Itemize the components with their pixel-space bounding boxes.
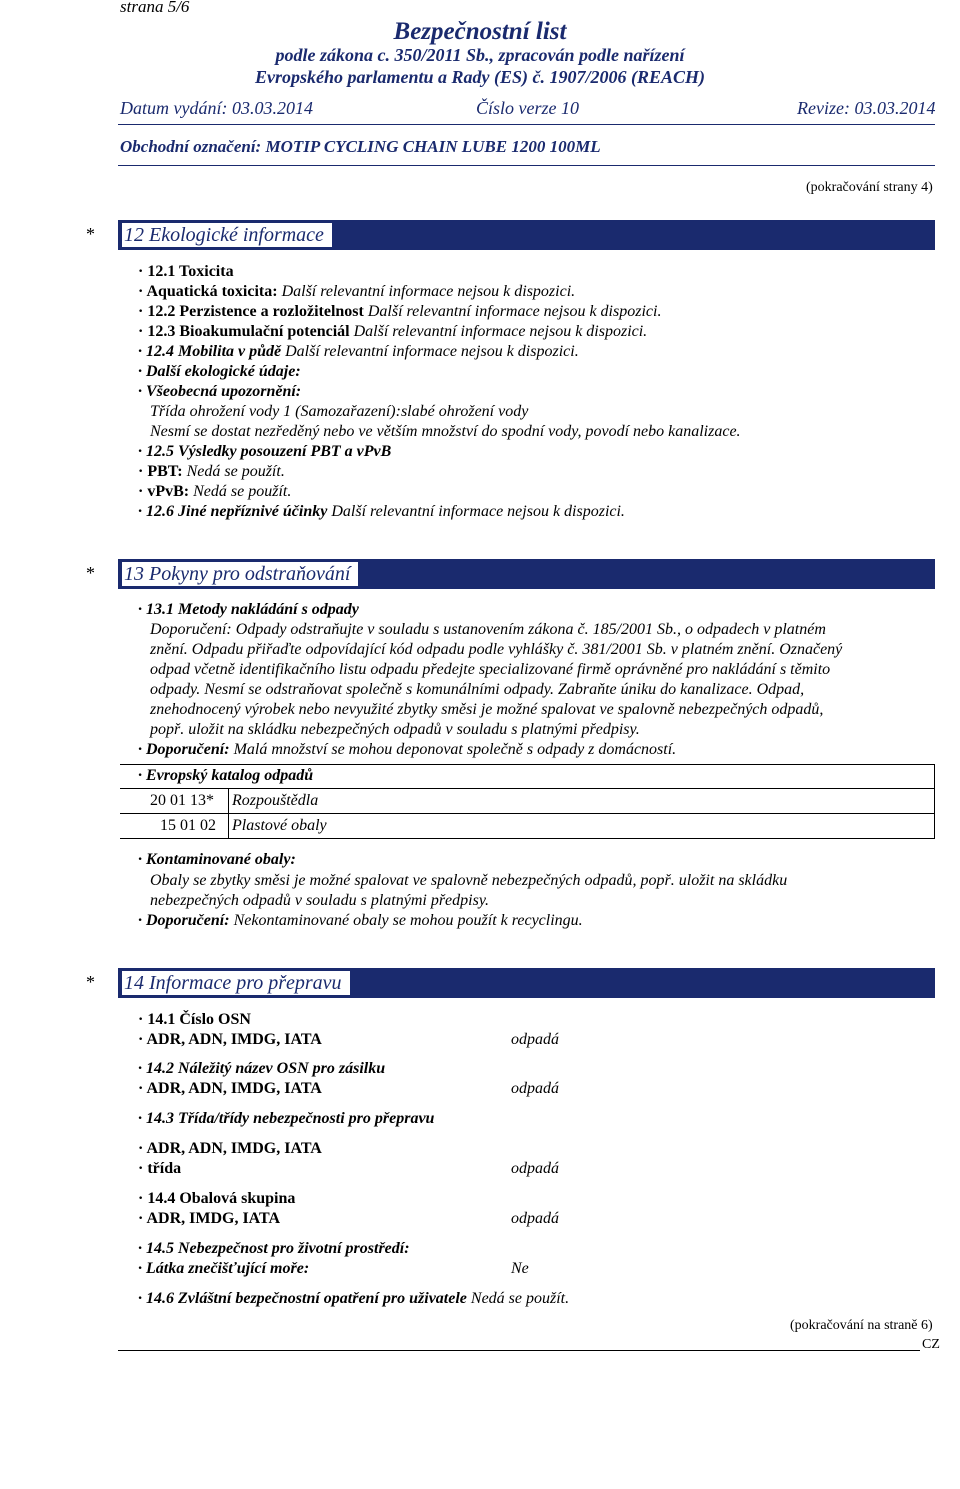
revision-date: Revize: 03.03.2014: [797, 98, 936, 118]
s13-para-3: odpad včetně identifikačního listu odpadu předejte specializované firmě oprávněné pro nakládání s těmito: [150, 661, 831, 678]
section-12-title: 12 Ekologické informace: [122, 223, 332, 247]
s14-row-3-label: · ADR, ADN, IMDG, IATA: [138, 1140, 322, 1157]
s14-row-4-value: odpadá: [511, 1210, 559, 1227]
section-12-change-marker: *: [86, 224, 95, 244]
s13-recommendation: · Doporučení: Malá množství se mohou deponovat společně s odpady z domácností.: [138, 741, 677, 758]
s13-contaminated-1: Obaly se zbytky směsi je možné spalovat ve spalovně nebezpečných odpadů, popř. uložit na skládku: [150, 872, 788, 889]
document-subtitle-1: podle zákona c. 350/2011 Sb., zpracován podle nařízení: [275, 45, 685, 65]
s14-un-number: · 14.1 Číslo OSN: [138, 1011, 251, 1028]
s13-contaminated-2: nebezpečných odpadů v souladu s platnými předpisy.: [150, 892, 490, 909]
continuation-from: (pokračování strany 4): [806, 180, 933, 195]
document-subtitle-2: Evropského parlamentu a Rady (ES) č. 1907/2006 (REACH): [254, 67, 706, 87]
s12-aquatic: · Aquatická toxicita: Další relevantní informace nejsou k dispozici.: [138, 283, 576, 300]
catalog-rule-2: [120, 813, 935, 814]
s12-vpvb: · vPvB: Nedá se použít.: [138, 483, 292, 500]
header-divider: [118, 124, 935, 125]
s12-water-class: Třída ohrožení vody 1 (Samozařazení):slabé ohrožení vody: [150, 403, 529, 420]
header-divider-2: [118, 165, 935, 166]
s13-para-1: Doporučení: Odpady odstraňujte v souladu s ustanovením zákona č. 185/2001 Sb., o odpadech v platném: [150, 621, 826, 638]
s13-para-4: odpady. Nesmí se odstraňovat společně s komunálními odpady. Zabraňte úniku do kanalizace. Odpad,: [150, 681, 805, 698]
s12-mobility: · 12.4 Mobilita v půdě Další relevantní informace nejsou k dispozici.: [138, 343, 579, 360]
s12-other-effects: · 12.6 Jiné nepříznivé účinky Další relevantní informace nejsou k dispozici.: [138, 503, 625, 520]
catalog-name: Rozpouštědla: [232, 792, 319, 809]
version-number: Číslo verze 10: [476, 98, 579, 118]
continuation-to: (pokračování na straně 6): [790, 1318, 933, 1333]
section-14-header: [118, 968, 935, 998]
s13-para-5: znehodnocený výrobek nebo nevyužité zbytky směsi je možné spalovat ve spalovně nebezpečných odpadů,: [150, 701, 824, 718]
s12-water-warning: Nesmí se dostat nezředěný nebo ve větším množství do spodní vody, povodí nebo kanalizace.: [150, 423, 741, 440]
s14-hazard-class: · 14.3 Třída/třídy nebezpečnosti pro přepravu: [138, 1110, 435, 1127]
s14-row-1-label: · ADR, ADN, IMDG, IATA: [138, 1031, 322, 1048]
s13-para-6: popř. uložit na skládku nebezpečných odpadů v souladu s platnými předpisy.: [150, 721, 640, 738]
page-number: strana 5/6: [120, 0, 190, 16]
s14-row-3b-value: odpadá: [511, 1160, 559, 1177]
s14-packing-group: · 14.4 Obalová skupina: [138, 1190, 296, 1207]
trade-name: Obchodní označení: MOTIP CYCLING CHAIN LUBE 1200 100ML: [120, 137, 601, 156]
section-14-change-marker: *: [86, 972, 95, 992]
s14-row-2-value: odpadá: [511, 1080, 559, 1097]
s14-environmental-hazard: · 14.5 Nebezpečnost pro životní prostředí:: [138, 1240, 410, 1257]
s13-waste-methods: · 13.1 Metody nakládání s odpady: [138, 601, 359, 618]
catalog-right-border: [934, 764, 935, 839]
s13-recommendation-2: · Doporučení: Nekontaminované obaly se mohou použít k recyclingu.: [138, 912, 583, 929]
catalog-rule-1: [120, 788, 935, 789]
s14-shipping-name: · 14.2 Náležitý název OSN pro zásilku: [138, 1060, 386, 1077]
section-12-header: [118, 220, 935, 250]
s14-special-precautions: · 14.6 Zvláštní bezpečnostní opatření pro uživatele Nedá se použít.: [138, 1290, 570, 1307]
catalog-code: 20 01 13*: [150, 792, 214, 809]
s12-general-notes: · Všeobecná upozornění:: [138, 383, 302, 400]
section-14-title: 14 Informace pro přepravu: [122, 971, 350, 995]
s12-toxicity: · 12.1 Toxicita: [138, 263, 234, 280]
s12-other-eco: · Další ekologické údaje:: [138, 363, 301, 380]
s12-pbt: · PBT: Nedá se použít.: [138, 463, 285, 480]
language-code: CZ: [922, 1337, 940, 1352]
catalog-top-rule: [120, 764, 935, 765]
s12-persistence: · 12.2 Perzistence a rozložitelnost Další relevantní informace nejsou k dispozici.: [138, 303, 662, 320]
catalog-bottom-rule: [120, 838, 935, 839]
s13-catalog-title: · Evropský katalog odpadů: [138, 767, 314, 784]
s14-row-5-label: · Látka znečišťující moře:: [138, 1260, 310, 1277]
catalog-code: 15 01 02: [160, 817, 216, 834]
s14-row-4-label: · ADR, IMDG, IATA: [138, 1210, 281, 1227]
s13-para-2: znění. Odpadu přiřaďte odpovídající kód odpadu podle vyhlášky č. 381/2001 Sb. v platném znění. Označený: [150, 641, 843, 658]
footer-divider: [118, 1350, 935, 1351]
s14-row-2-label: · ADR, ADN, IMDG, IATA: [138, 1080, 322, 1097]
s13-contaminated-title: · Kontaminované obaly:: [138, 851, 296, 868]
issue-date: Datum vydání: 03.03.2014: [120, 98, 313, 118]
catalog-name: Plastové obaly: [232, 817, 327, 834]
s14-row-1-value: odpadá: [511, 1031, 559, 1048]
document-title: Bezpečnostní list: [393, 18, 567, 45]
section-13-header: [118, 559, 935, 589]
s12-pbt-results: · 12.5 Výsledky posouzení PBT a vPvB: [138, 443, 392, 460]
section-13-change-marker: *: [86, 563, 95, 583]
s12-bioaccumulation: · 12.3 Bioakumulační potenciál Další relevantní informace nejsou k dispozici.: [138, 323, 648, 340]
section-13-title: 13 Pokyny pro odstraňování: [122, 562, 358, 586]
s14-row-3b-label: · třída: [138, 1160, 182, 1177]
s14-row-5-value: Ne: [511, 1260, 529, 1277]
